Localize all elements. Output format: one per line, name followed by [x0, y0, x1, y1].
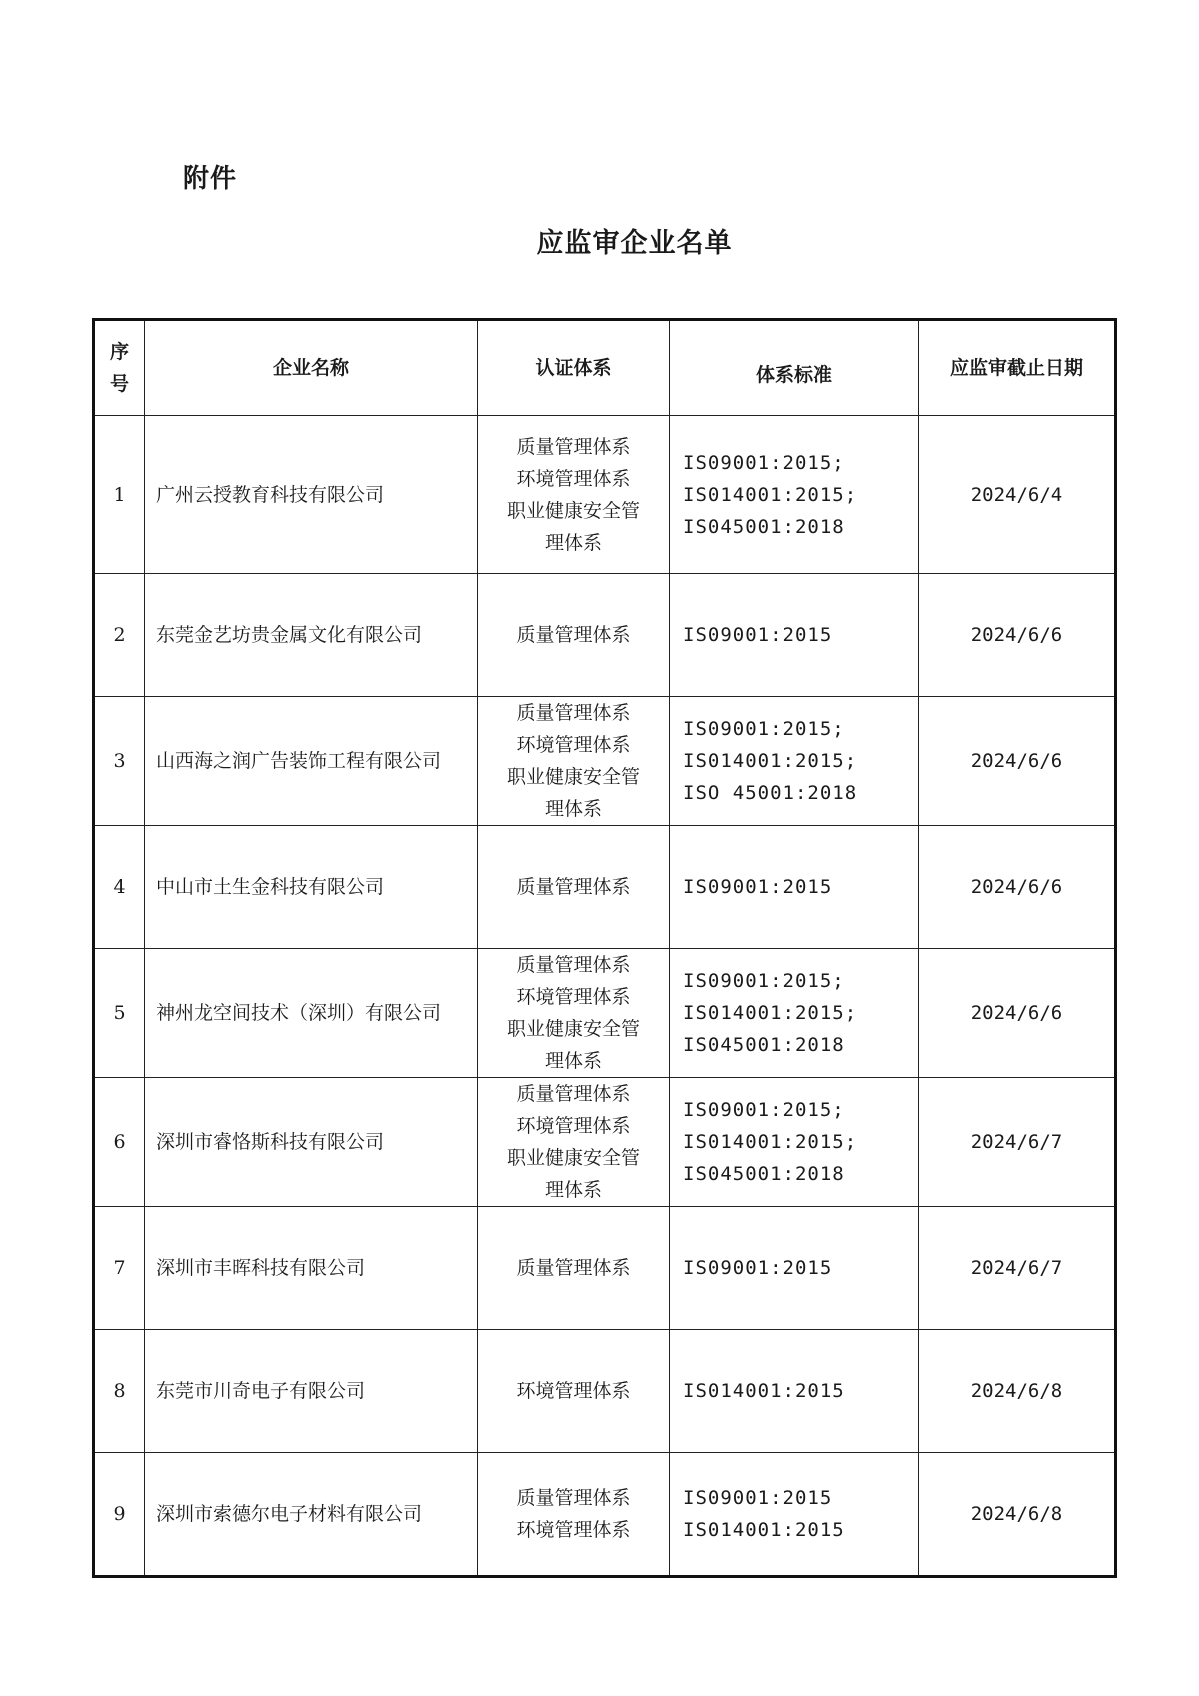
standard-line: IS09001:2015;: [683, 970, 845, 992]
cert-system-line: 理体系: [544, 531, 602, 554]
company-name: 深圳市睿恪斯科技有限公司: [145, 1078, 478, 1207]
cert-system-cell: [478, 574, 670, 697]
standard-line: IS09001:2015;: [683, 718, 845, 740]
cert-system-line: 质量管理体系: [516, 702, 631, 724]
company-name: 深圳市索德尔电子材料有限公司: [145, 1453, 478, 1577]
deadline-date: 2024/6/7: [919, 1207, 1116, 1330]
cert-system-line: 环境管理体系: [516, 986, 631, 1008]
table-row: [94, 697, 1116, 826]
standard-cell: [670, 416, 919, 574]
cert-system-line: 理体系: [544, 798, 602, 820]
deadline-date: 2024/6/4: [919, 416, 1116, 574]
standard-line: IS09001:2015;: [683, 451, 845, 474]
standard-line: IS09001:2015;: [683, 1099, 845, 1121]
table-row: [94, 1078, 1116, 1207]
table-row: [94, 826, 1116, 949]
cert-system-line: 环境管理体系: [516, 1380, 631, 1402]
standard-line: IS014001:2015;: [683, 750, 858, 772]
company-name: 东莞市川奇电子有限公司: [145, 1330, 478, 1453]
cert-system-line: 职业健康安全管: [506, 1147, 640, 1169]
company-name: 中山市土生金科技有限公司: [145, 826, 478, 949]
company-name: 神州龙空间技术（深圳）有限公司: [145, 949, 478, 1078]
standard-line: IS045001:2018: [683, 1034, 845, 1056]
standard-cell: [670, 1330, 919, 1453]
deadline-date: 2024/6/7: [919, 1078, 1116, 1207]
cert-system-line: 职业健康安全管: [506, 766, 640, 788]
deadline-date: 2024/6/6: [919, 574, 1116, 697]
table-row: [94, 949, 1116, 1078]
page-title: 应监审企业名单: [536, 228, 733, 259]
standard-cell: [670, 1207, 919, 1330]
cert-system-cell: [478, 697, 670, 826]
table-row: [94, 416, 1116, 574]
cert-system-line: 质量管理体系: [516, 876, 631, 898]
standard-line: IS09001:2015: [683, 876, 833, 898]
standard-cell: [670, 1078, 919, 1207]
company-name: 深圳市丰晖科技有限公司: [145, 1207, 478, 1330]
table-row: [94, 1207, 1116, 1330]
row-number: 4: [94, 826, 145, 949]
standard-line: IS014001:2015;: [683, 483, 858, 506]
row-number: 2: [94, 574, 145, 697]
row-number: 1: [94, 416, 145, 574]
standard-cell: [670, 697, 919, 826]
cert-system-line: 质量管理体系: [516, 1257, 631, 1279]
table-row: [94, 1453, 1116, 1577]
cert-system-cell: [478, 1078, 670, 1207]
table-row: [94, 1330, 1116, 1453]
cert-system-line: 质量管理体系: [516, 435, 631, 458]
company-name: 东莞金艺坊贵金属文化有限公司: [145, 574, 478, 697]
cert-system-cell: [478, 1453, 670, 1577]
cert-system-line: 职业健康安全管: [506, 499, 640, 522]
cert-system-line: 环境管理体系: [516, 467, 631, 490]
standard-cell: [670, 949, 919, 1078]
cert-system-line: 质量管理体系: [516, 1487, 631, 1509]
header-no-line2: 号: [109, 373, 129, 395]
cert-system-line: 环境管理体系: [516, 1115, 631, 1137]
deadline-date: 2024/6/6: [919, 697, 1116, 826]
cert-system-line: 质量管理体系: [516, 1083, 631, 1105]
row-number: 3: [94, 697, 145, 826]
table-row: [94, 574, 1116, 697]
header-standard: 体系标准: [670, 320, 919, 416]
company-name: 广州云授教育科技有限公司: [145, 416, 478, 574]
header-no-line1: 序: [109, 341, 129, 363]
standard-line: ISO 45001:2018: [683, 782, 858, 804]
deadline-date: 2024/6/8: [919, 1330, 1116, 1453]
table-header-row: [94, 320, 1116, 416]
cert-system-line: 理体系: [544, 1179, 602, 1201]
header-deadline: 应监审截止日期: [919, 320, 1116, 416]
standard-cell: [670, 1453, 919, 1577]
standard-line: IS014001:2015: [683, 1380, 845, 1402]
standard-cell: [670, 574, 919, 697]
header-cert-system: 认证体系: [478, 320, 670, 416]
company-name: 山西海之润广告装饰工程有限公司: [145, 697, 478, 826]
standard-line: IS09001:2015: [683, 624, 833, 646]
cert-system-line: 职业健康安全管: [506, 1018, 640, 1040]
cert-system-cell: [478, 416, 670, 574]
row-number: 6: [94, 1078, 145, 1207]
standard-line: IS014001:2015: [683, 1519, 845, 1541]
header-company-name: 企业名称: [145, 320, 478, 416]
standard-line: IS09001:2015: [683, 1487, 833, 1509]
deadline-date: 2024/6/8: [919, 1453, 1116, 1577]
attachment-label: 附件: [183, 164, 238, 194]
row-number: 7: [94, 1207, 145, 1330]
company-list-table: [92, 318, 1117, 1578]
header-no: [94, 320, 145, 416]
standard-line: IS045001:2018: [683, 515, 845, 538]
cert-system-cell: [478, 949, 670, 1078]
cert-system-cell: [478, 1207, 670, 1330]
row-number: 8: [94, 1330, 145, 1453]
table-body: [94, 416, 1116, 1577]
standard-line: IS09001:2015: [683, 1257, 833, 1279]
cert-system-cell: [478, 1330, 670, 1453]
deadline-date: 2024/6/6: [919, 826, 1116, 949]
row-number: 9: [94, 1453, 145, 1577]
cert-system-line: 质量管理体系: [516, 954, 631, 976]
row-number: 5: [94, 949, 145, 1078]
standard-cell: [670, 826, 919, 949]
deadline-date: 2024/6/6: [919, 949, 1116, 1078]
cert-system-line: 质量管理体系: [516, 624, 631, 646]
cert-system-cell: [478, 826, 670, 949]
cert-system-line: 环境管理体系: [516, 734, 631, 756]
standard-line: IS014001:2015;: [683, 1131, 858, 1153]
standard-line: IS045001:2018: [683, 1163, 845, 1185]
cert-system-line: 环境管理体系: [516, 1519, 631, 1541]
standard-line: IS014001:2015;: [683, 1002, 858, 1024]
cert-system-line: 理体系: [544, 1050, 602, 1072]
